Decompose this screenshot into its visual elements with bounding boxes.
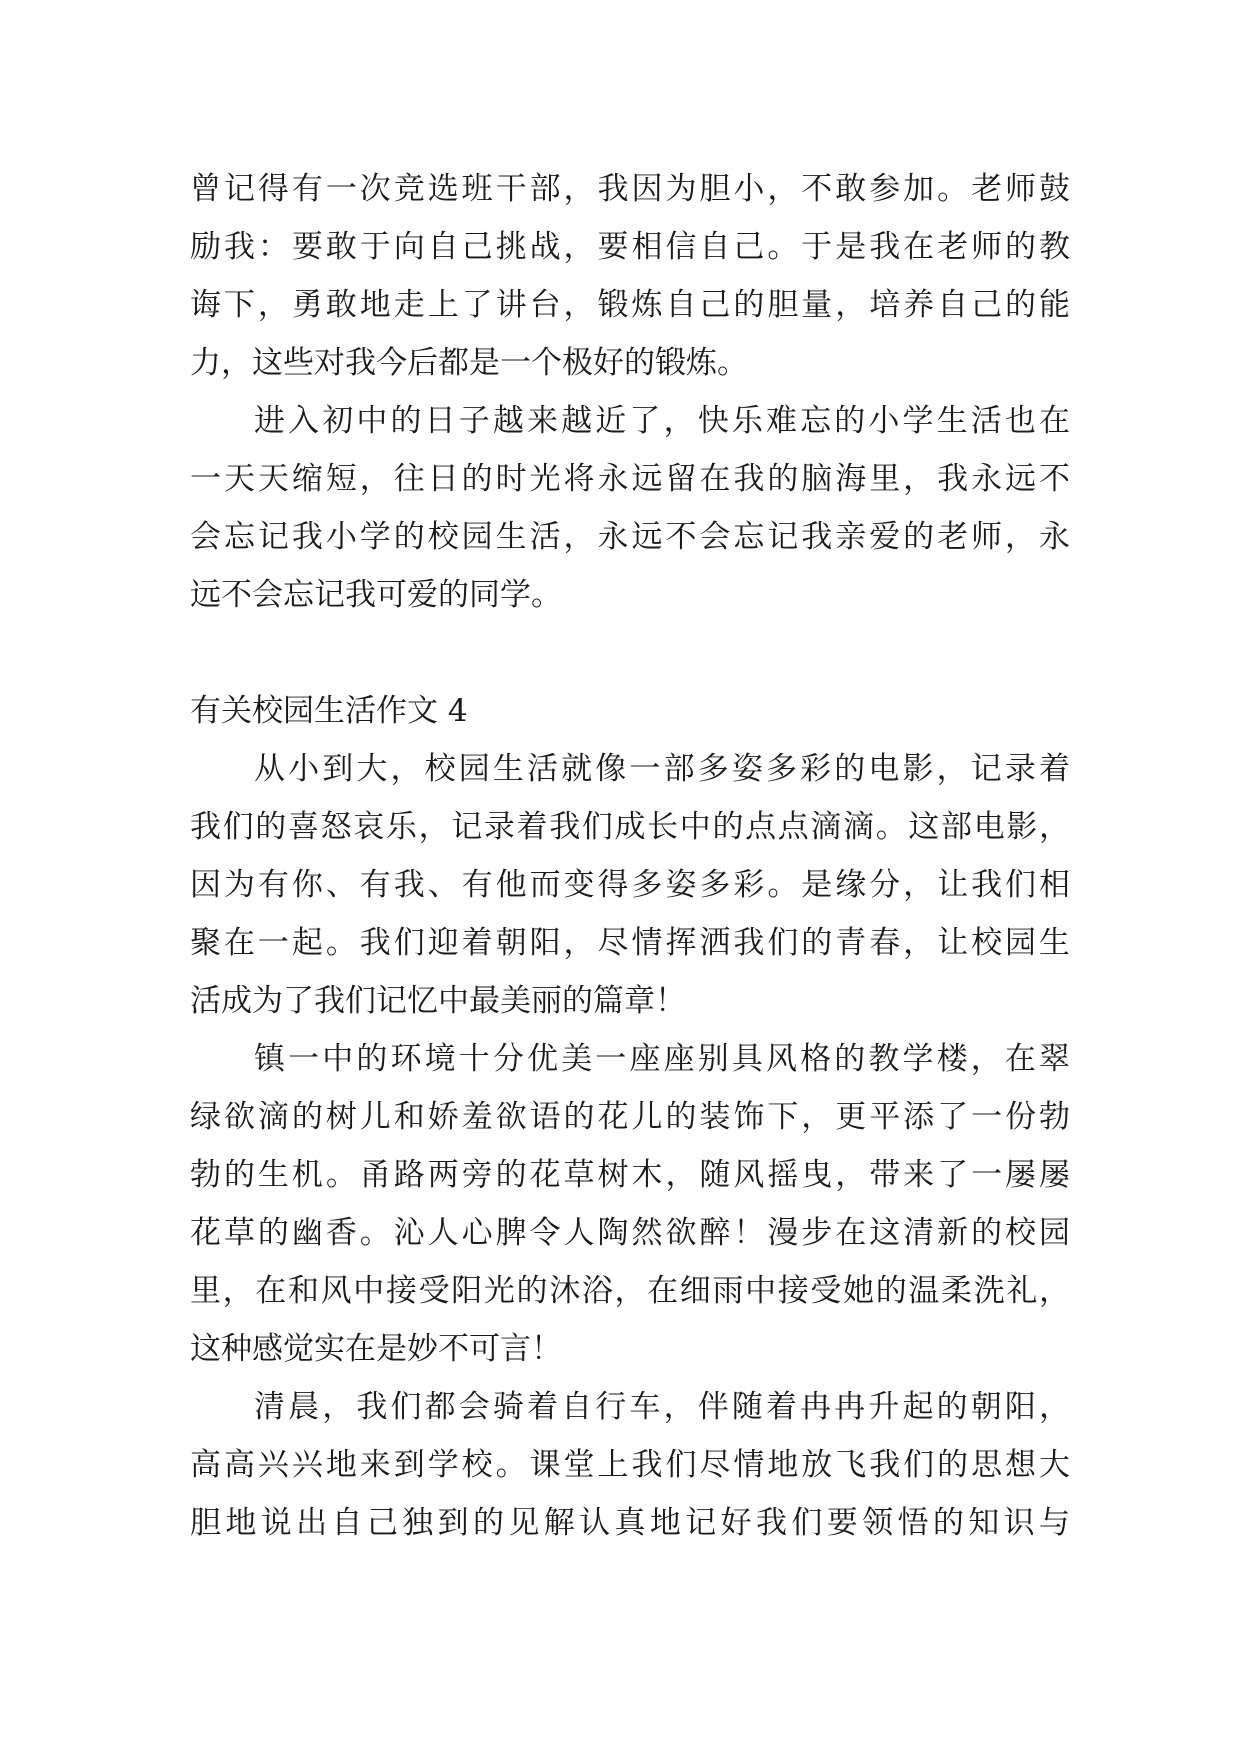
document-body bbox=[190, 160, 1070, 1552]
text-line: 会忘记我小学的校园生活，永远不会忘记我亲爱的老师，永 bbox=[190, 519, 1070, 555]
paragraph bbox=[190, 740, 1070, 1030]
text-line: 力，这些对我今后都是一个极好的锻炼。 bbox=[190, 345, 748, 381]
text-line: 进入初中的日子越来越近了，快乐难忘的小学生活也在 bbox=[254, 403, 1070, 439]
text-line: 因为有你、有我、有他而变得多姿多彩。是缘分，让我们相 bbox=[190, 867, 1070, 903]
text-line: 里，在和风中接受阳光的沐浴，在细雨中接受她的温柔洗礼， bbox=[190, 1273, 1070, 1309]
text-line: 聚在一起。我们迎着朝阳，尽情挥洒我们的青春，让校园生 bbox=[190, 925, 1070, 961]
paragraph bbox=[190, 392, 1070, 624]
text-line: 我们的喜怒哀乐，记录着我们成长中的点点滴滴。这部电影， bbox=[190, 809, 1070, 845]
paragraph bbox=[190, 1378, 1070, 1552]
text-line: 勃的生机。甬路两旁的花草树木，随风摇曳，带来了一屡屡 bbox=[190, 1157, 1070, 1193]
paragraph bbox=[190, 1030, 1070, 1378]
paragraph bbox=[190, 160, 1070, 392]
text-line: 一天天缩短，往日的时光将永远留在我的脑海里，我永远不 bbox=[190, 461, 1070, 497]
text-line: 胆地说出自己独到的见解认真地记好我们要领悟的知识与 bbox=[190, 1505, 1070, 1541]
text-line: 远不会忘记我可爱的同学。 bbox=[190, 577, 562, 613]
text-line: 高高兴兴地来到学校。课堂上我们尽情地放飞我们的思想大 bbox=[190, 1447, 1070, 1483]
section-heading: 有关校园生活作文 4 bbox=[190, 693, 468, 729]
section-gap bbox=[190, 624, 1070, 682]
text-line: 镇一中的环境十分优美一座座别具风格的教学楼，在翠 bbox=[254, 1041, 1070, 1077]
text-line: 从小到大，校园生活就像一部多姿多彩的电影，记录着 bbox=[254, 751, 1070, 787]
text-line: 清晨，我们都会骑着自行车，伴随着冉冉升起的朝阳， bbox=[254, 1389, 1070, 1425]
text-line: 绿欲滴的树儿和娇羞欲语的花儿的装饰下，更平添了一份勃 bbox=[190, 1099, 1070, 1135]
text-line: 花草的幽香。沁人心脾令人陶然欲醉！漫步在这清新的校园 bbox=[190, 1215, 1070, 1251]
text-line: 诲下，勇敢地走上了讲台，锻炼自己的胆量，培养自己的能 bbox=[190, 287, 1070, 323]
text-line: 励我：要敢于向自己挑战，要相信自己。于是我在老师的教 bbox=[190, 229, 1070, 265]
text-line: 曾记得有一次竞选班干部，我因为胆小，不敢参加。老师鼓 bbox=[190, 171, 1070, 207]
text-line: 这种感觉实在是妙不可言！ bbox=[190, 1331, 562, 1367]
text-line: 活成为了我们记忆中最美丽的篇章！ bbox=[190, 983, 686, 1019]
